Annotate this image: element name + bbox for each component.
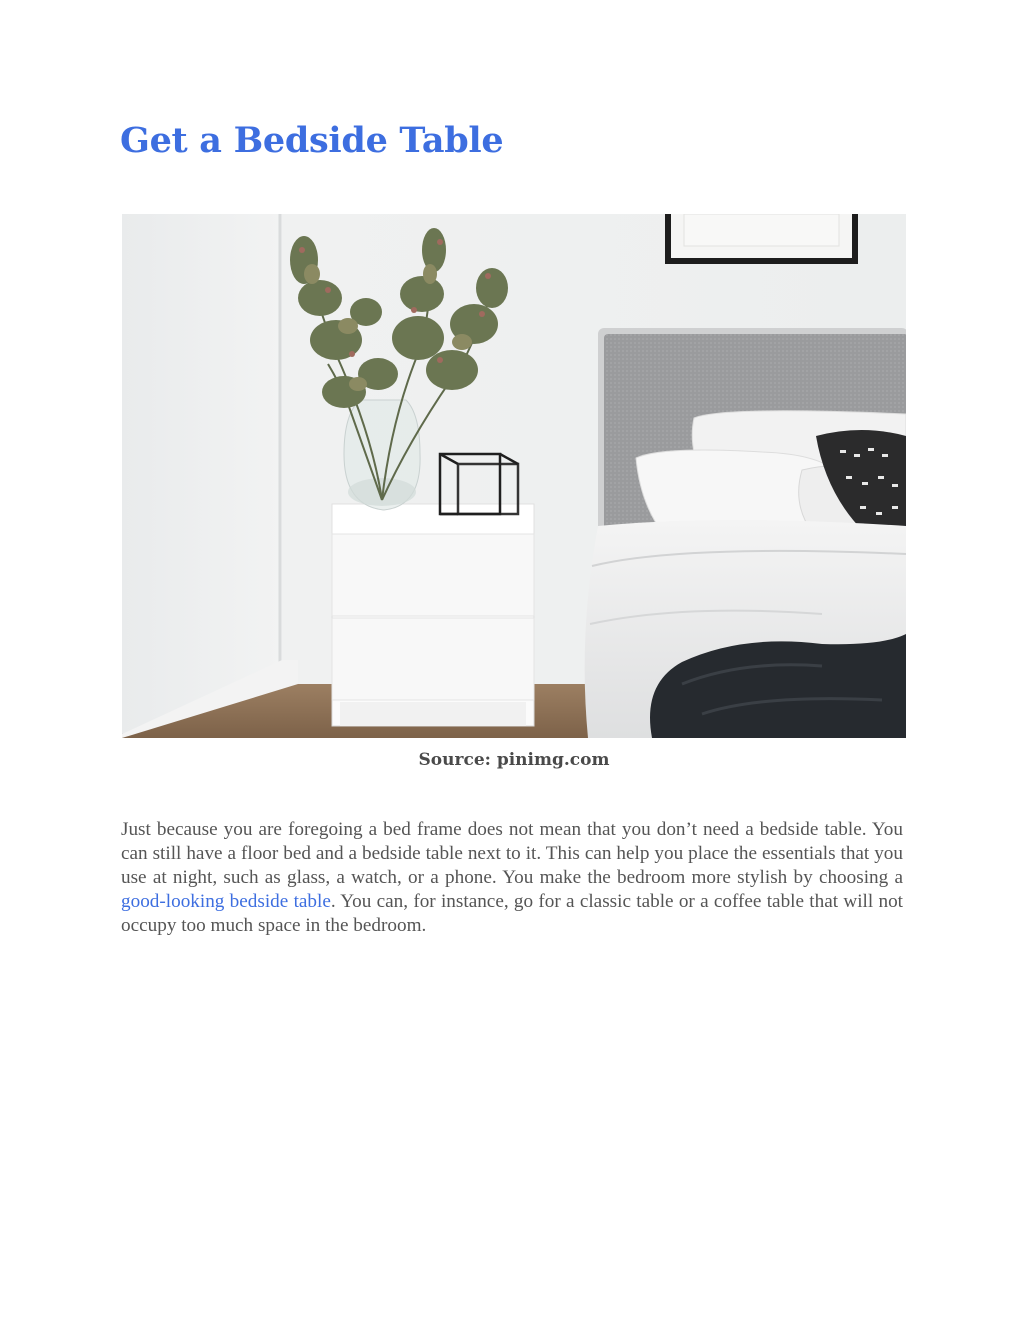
bedside-table-link[interactable]: good-looking bedside table xyxy=(121,891,331,912)
paragraph-text-before-link: Just because you are foregoing a bed frame does not mean that you don’t need a bedside table. You can still have a floor bed and a bedside table next to it. This can help you place the essentials that you use at night, such as glass, a watch, or a phone. You make the bedroom more stylish by choosing a xyxy=(121,819,903,888)
bedroom-photo-illustration xyxy=(122,214,906,738)
body-paragraph xyxy=(121,818,903,938)
bedroom-photo xyxy=(122,214,906,738)
section-heading: Get a Bedside Table xyxy=(120,120,504,161)
paragraph-text-after-link: . You can, for instance, go for a classic table or a coffee table that will not occupy too much space in the bedroom. xyxy=(121,891,903,936)
image-caption: Source: pinimg.com xyxy=(418,750,610,770)
